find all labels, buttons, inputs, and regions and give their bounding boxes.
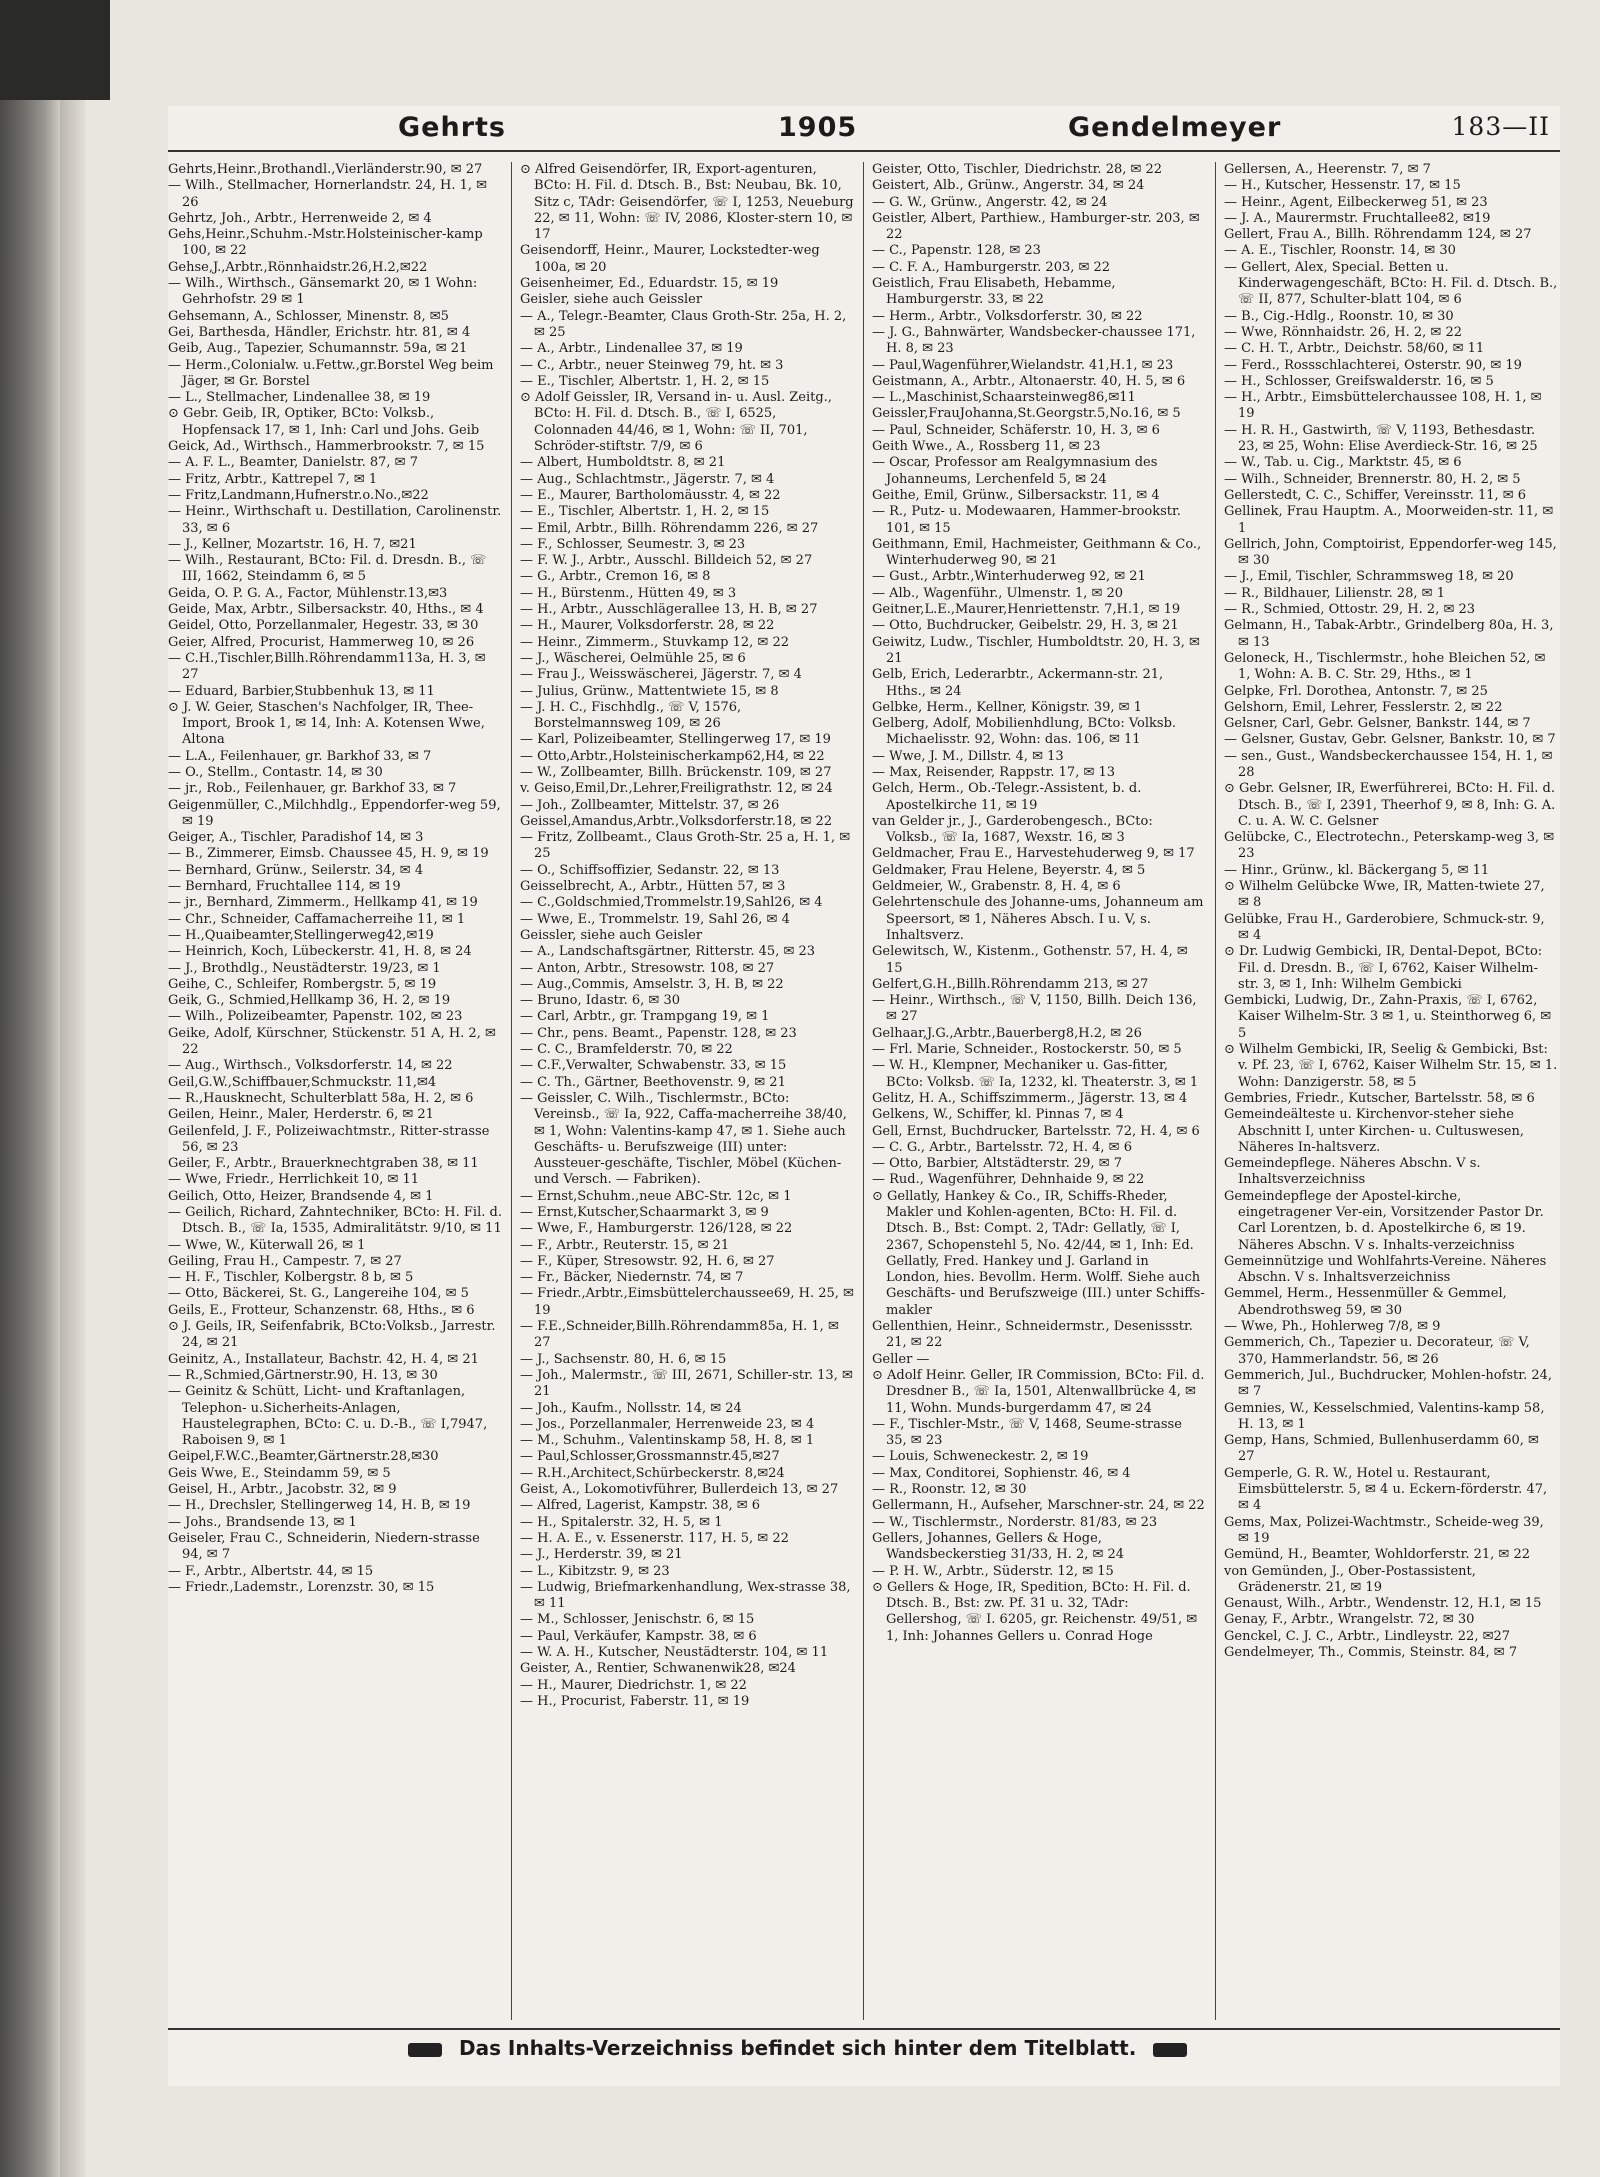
directory-entry: Geiling, Frau H., Campestr. 7, ✉ 27 — [168, 1253, 402, 1269]
directory-entry: Gelübcke, C., Electrotechn., Peterskamp-weg 3, ✉ 23 — [1224, 830, 1555, 862]
directory-entry: — Julius, Grünw., Mattentwiete 15, ✉ 8 — [520, 683, 779, 699]
directory-entry: Geithe, Emil, Grünw., Silbersackstr. 11, ✉ 4 — [872, 487, 1160, 503]
directory-entry: Geisenheimer, Ed., Eduardstr. 15, ✉ 19 — [520, 276, 779, 292]
directory-entry: — W., Zollbeamter, Billh. Brückenstr. 109, ✉ 27 — [520, 764, 832, 780]
directory-entry: Geilich, Otto, Heizer, Brandsende 4, ✉ 1 — [168, 1188, 434, 1204]
directory-entry: — Johs., Brandsende 13, ✉ 1 — [168, 1514, 357, 1530]
directory-entry: Gelhaar,J.G.,Arbtr.,Bauerberg8,H.2, ✉ 26 — [872, 1025, 1142, 1041]
directory-entry: — Friedr.,Arbtr.,Eimsbüttelerchaussee69, H. 25, ✉ 19 — [520, 1286, 854, 1318]
directory-entry: Gelch, Herm., Ob.-Telegr.-Assistent, b. d. Apostelkirche 11, ✉ 19 — [872, 781, 1142, 813]
header-year: 1905 — [778, 112, 858, 143]
directory-entry: Gemeindeälteste u. Kirchenvor-steher siehe Abschnitt I, unter Kirchen- u. Cultuswesen, Näheres In-haltsverz. — [1224, 1107, 1524, 1155]
directory-entry: Geithmann, Emil, Hachmeister, Geithmann & Co., Winterhuderweg 90, ✉ 21 — [872, 536, 1202, 569]
directory-entry: Geik, G., Schmied,Hellkamp 36, H. 2, ✉ 19 — [168, 993, 451, 1009]
directory-entry: — R.,Schmied,Gärtnerstr.90, H. 13, ✉ 30 — [168, 1367, 438, 1383]
directory-entry: Gellermann, H., Aufseher, Marschner-str. 24, ✉ 22 — [872, 1498, 1205, 1514]
directory-entry: — W. A. H., Kutscher, Neustädterstr. 104, ✉ 11 — [520, 1645, 829, 1661]
directory-entry: v. Geiso,Emil,Dr.,Lehrer,Freiligrathstr. 12, ✉ 24 — [520, 781, 833, 797]
directory-entry: — L.,Maschinist,Schaarsteinweg86,✉11 — [872, 390, 1136, 406]
column-1 — [168, 162, 502, 2020]
directory-entry: — Wilh., Wirthsch., Gänsemarkt 20, ✉ 1 Wohn: Gehrhofstr. 29 ✉ 1 — [168, 276, 478, 308]
directory-entry: Gemmerich, Ch., Tapezier u. Decorateur, ☏ V, 370, Hammerlandstr. 56, ✉ 26 — [1224, 1335, 1530, 1367]
directory-entry: Geipel,F.W.C.,Beamter,Gärtnerstr.28,✉30 — [168, 1449, 439, 1465]
directory-entry: — L., Stellmacher, Lindenallee 38, ✉ 19 — [168, 390, 431, 406]
directory-entry: — Carl, Arbtr., gr. Trampgang 19, ✉ 1 — [520, 1009, 770, 1025]
directory-entry: Gelshorn, Emil, Lehrer, Fesslerstr. 2, ✉ 22 — [1224, 699, 1503, 715]
column-2 — [520, 162, 854, 2020]
column-3 — [872, 162, 1206, 2020]
directory-entry: — Chr., Schneider, Caffamacherreihe 11, ✉ 1 — [168, 911, 466, 927]
directory-entry: — Friedr.,Lademstr., Lorenzstr. 30, ✉ 15 — [168, 1579, 435, 1595]
directory-entry: Geisendorff, Heinr., Maurer, Lockstedter-weg 100a, ✉ 20 — [520, 243, 820, 275]
header-first-name: Gehrts — [398, 112, 506, 143]
directory-entry: ⊙ J. W. Geier, Staschen's Nachfolger, IR, Thee-Import, Brook 1, ✉ 14, Inh: A. Kotensen Wwe, Altona — [168, 699, 485, 748]
directory-entry: Gellert, Frau A., Billh. Röhrendamm 124, ✉ 27 — [1224, 227, 1532, 243]
directory-entry: Geide, Max, Arbtr., Silbersackstr. 40, Hths., ✉ 4 — [168, 602, 484, 618]
directory-entry: — H., Schlosser, Greifswalderstr. 16, ✉ 5 — [1224, 373, 1494, 389]
directory-entry: — H. A. E., v. Essenerstr. 117, H. 5, ✉ 22 — [520, 1530, 789, 1546]
directory-entry: — Wwe, F., Hamburgerstr. 126/128, ✉ 22 — [520, 1221, 793, 1237]
directory-entry: — C. Th., Gärtner, Beethovenstr. 9, ✉ 21 — [520, 1074, 786, 1090]
directory-entry: Geick, Ad., Wirthsch., Hammerbrookstr. 7, ✉ 15 — [168, 439, 485, 455]
directory-entry: Gei, Barthesda, Händler, Erichstr. htr. 81, ✉ 4 — [168, 324, 471, 340]
directory-entry: — Emil, Arbtr., Billh. Röhrendamm 226, ✉ 27 — [520, 520, 819, 536]
directory-entry: Geloneck, H., Tischlermstr., hohe Bleichen 52, ✉ 1, Wohn: A. B. C. Str. 29, Hths., ✉ 1 — [1224, 650, 1546, 683]
directory-entry: Geidel, Otto, Porzellanmaler, Hegestr. 33, ✉ 30 — [168, 618, 479, 634]
directory-entry: Gell, Ernst, Buchdrucker, Bartelsstr. 72, H. 4, ✉ 6 — [872, 1123, 1200, 1139]
directory-entry: — J., Brothdlg., Neustädterstr. 19/23, ✉ 1 — [168, 960, 441, 976]
directory-entry: — Geinitz & Schütt, Licht- und Kraftanlagen, Telephon- u.Sicherheits-Anlagen, Haustelegraphen, BCto: C. u. D.-B., ☏ I,7947, Raboisen 9, ✉ 1 — [168, 1384, 488, 1449]
directory-entry: — H. F., Tischler, Kolbergstr. 8 b, ✉ 5 — [168, 1270, 414, 1286]
directory-entry: ⊙ Wilhelm Gembicki, IR, Seelig & Gembicki, Bst: v. Pf. 23, ☏ I, 6762, Kaiser Wilhelm Str. 15, ✉ 1. Wohn: Danzigerstr. 58, ✉ 5 — [1224, 1042, 1558, 1090]
directory-entry: Gelkens, W., Schiffer, kl. Pinnas 7, ✉ 4 — [872, 1107, 1124, 1123]
directory-entry: Geiger, A., Tischler, Paradishof 14, ✉ 3 — [168, 830, 424, 846]
directory-entry: — Chr., pens. Beamt., Papenstr. 128, ✉ 23 — [520, 1025, 797, 1041]
directory-entry: — Oscar, Professor am Realgymnasium des Johanneums, Lerchenfeld 5, ✉ 24 — [872, 455, 1158, 487]
directory-entry: — Wilh., Restaurant, BCto: Fil. d. Dresdn. B., ☏ III, 1662, Steindamm 6, ✉ 5 — [168, 553, 487, 585]
pointing-hand-icon — [1153, 2043, 1187, 2057]
directory-entry: — Fritz, Zollbeamt., Claus Groth-Str. 25 a, H. 1, ✉ 25 — [520, 830, 851, 862]
directory-entry: — Otto, Buchdrucker, Geibelstr. 29, H. 3, ✉ 21 — [872, 618, 1179, 634]
directory-entry: Geib, Aug., Tapezier, Schumannstr. 59a, ✉ 21 — [168, 341, 468, 357]
directory-entry: — Hinr., Grünw., kl. Bäckergang 5, ✉ 11 — [1224, 862, 1490, 878]
header-last-name: Gendelmeyer — [1068, 112, 1282, 143]
page-header — [168, 106, 1560, 152]
directory-entry: Gemp, Hans, Schmied, Bullenhuserdamm 60, ✉ 27 — [1224, 1433, 1539, 1465]
directory-entry: — Ernst,Kutscher,Schaarmarkt 3, ✉ 9 — [520, 1205, 769, 1220]
directory-entry: — Wwe, J. M., Dillstr. 4, ✉ 13 — [872, 748, 1064, 764]
directory-entry: — O., Schiffsoffizier, Sedanstr. 22, ✉ 13 — [520, 862, 780, 878]
directory-entry: — Louis, Schweneckestr. 2, ✉ 19 — [872, 1449, 1089, 1465]
directory-entry: ⊙ Gellatly, Hankey & Co., IR, Schiffs-Rheder, Makler und Kohlen-agenten, BCto: H. Fil. d. Dtsch. B., Bst: Compt. 2, TAdr: Gellatly, ☏ I, 2367, Schopenstehl 5, No. 42/44, ✉ 1, Inh: Ed. Gellatly, Fred. Hankey und J. Garland in London, hies. Bevollm. Herm. Wolff. Siehe auch Geschäfts- und Berufszweige (III.) unter Schiffs-makler — [872, 1188, 1205, 1318]
directory-entry: — Geilich, Richard, Zahntechniker, BCto: H. Fil. d. Dtsch. B., ☏ Ia, 1535, Admiralitätstr. 9/10, ✉ 11 — [168, 1205, 502, 1237]
directory-entry: — J. G., Bahnwärter, Wandsbecker-chaussee 171, H. 8, ✉ 23 — [872, 324, 1196, 357]
directory-entry: ⊙ Adolf Geissler, IR, Versand in- u. Ausl. Zeitg., BCto: H. Fil. d. Dtsch. B., ☏ I, 6525, Colonnaden 44/46, ✉ 1, Wohn: ☏ II, 701, Schröder-stiftstr. 7/9, ✉ 6 — [520, 390, 832, 455]
directory-entry: — C., Papenstr. 128, ✉ 23 — [872, 243, 1041, 259]
directory-entry: — J., Herderstr. 39, ✉ 21 — [520, 1547, 683, 1563]
directory-entry: ⊙ Gebr. Gelsner, IR, Ewerführerei, BCto: H. Fil. d. Dtsch. B., ☏ I, 2391, Theerhof 9, ✉ 8, Inh: G. A. C. u. A. W. C. Gelsner — [1224, 781, 1556, 829]
directory-entry: von Gemünden, J., Ober-Postassistent, Grädenerstr. 21, ✉ 19 — [1224, 1563, 1476, 1595]
directory-entry: Gelehrtenschule des Johanne-ums, Johanneum am Speersort, ✉ 1, Näheres Absch. I u. V, s. Inhaltsverz. — [872, 895, 1204, 943]
directory-entry: — Joh., Zollbeamter, Mittelstr. 37, ✉ 26 — [520, 797, 780, 813]
directory-entry: — A. E., Tischler, Roonstr. 14, ✉ 30 — [1224, 243, 1456, 259]
directory-entry: Geister, A., Rentier, Schwanenwik28, ✉24 — [520, 1661, 796, 1677]
directory-entry: — O., Stellm., Contastr. 14, ✉ 30 — [168, 764, 383, 780]
directory-entry: — Wwe, E., Trommelstr. 19, Sahl 26, ✉ 4 — [520, 911, 790, 927]
directory-entry: — Eduard, Barbier,Stubbenhuk 13, ✉ 11 — [168, 683, 435, 699]
directory-entry: — Otto,Arbtr.,Holsteinischerkamp62,H4, ✉ 22 — [520, 748, 825, 764]
directory-entry: Geistert, Alb., Grünw., Angerstr. 34, ✉ 24 — [872, 178, 1145, 194]
directory-entry: Geihe, C., Schleifer, Rombergstr. 5, ✉ 19 — [168, 976, 437, 992]
directory-entry: Genckel, C. J. C., Arbtr., Lindleystr. 22, ✉27 — [1224, 1628, 1511, 1644]
directory-entry: Geike, Adolf, Kürschner, Stückenstr. 51 A, H. 2, ✉ 22 — [168, 1025, 496, 1058]
directory-entry: — Gellert, Alex, Special. Betten u. Kinderwagengeschäft, BCto: H. Fil. d. Dtsch. B., ☏ II, 877, Schulter-blatt 104, ✉ 6 — [1224, 259, 1558, 308]
directory-entry: — Max, Conditorei, Sophienstr. 46, ✉ 4 — [872, 1465, 1131, 1481]
directory-entry: — jr., Rob., Feilenhauer, gr. Barkhof 33, ✉ 7 — [168, 781, 457, 797]
directory-entry: — Aug., Wirthsch., Volksdorferstr. 14, ✉ 22 — [168, 1058, 453, 1074]
directory-entry: — sen., Gust., Wandsbeckerchaussee 154, H. 1, ✉ 28 — [1224, 748, 1553, 780]
directory-entry: — Max, Reisender, Rappstr. 17, ✉ 13 — [872, 764, 1116, 780]
directory-entry: ⊙ Adolf Heinr. Geller, IR Commission, BCto: Fil. d. Dresdner B., ☏ Ia, 1501, Altenwallbrücke 4, ✉ 11, Wohn. Munds-burgerdamm 47, ✉ 24 — [872, 1367, 1205, 1416]
directory-entry: Geister, Otto, Tischler, Diedrichstr. 28, ✉ 22 — [872, 162, 1163, 177]
directory-entry: — Jos., Porzellanmaler, Herrenweide 23, ✉ 4 — [520, 1416, 815, 1432]
directory-entry: — L.A., Feilenhauer, gr. Barkhof 33, ✉ 7 — [168, 748, 432, 764]
directory-entry: Gelitz, H. A., Schiffszimmerm., Jägerstr. 13, ✉ 4 — [872, 1090, 1188, 1106]
directory-entry: Genaust, Wilh., Arbtr., Wendenstr. 12, H.1, ✉ 15 — [1224, 1596, 1542, 1612]
directory-entry: ⊙ Gebr. Geib, IR, Optiker, BCto: Volksb., Hopfensack 17, ✉ 1, Inh: Carl und Johs. Geib — [168, 406, 480, 438]
directory-entry: — Otto, Barbier, Altstädterstr. 29, ✉ 7 — [872, 1156, 1122, 1172]
directory-entry: Geis Wwe, E., Steindamm 59, ✉ 5 — [168, 1465, 391, 1481]
directory-entry: — F., Arbtr., Reuterstr. 15, ✉ 21 — [520, 1237, 730, 1253]
directory-entry: Geitner,L.E.,Maurer,Henriettenstr. 7,H.1, ✉ 19 — [872, 602, 1181, 618]
directory-entry: Geier, Alfred, Procurist, Hammerweg 10, ✉ 26 — [168, 634, 475, 650]
directory-entry: Geiler, F., Arbtr., Brauerknechtgraben 38, ✉ 11 — [168, 1156, 479, 1172]
directory-entry: — R.H.,Architect,Schürbeckerstr. 8,✉24 — [520, 1465, 785, 1481]
directory-entry: — Aug., Schlachtmstr., Jägerstr. 7, ✉ 4 — [520, 471, 775, 487]
column-4 — [1224, 162, 1558, 2020]
directory-entry: Geissel,Amandus,Arbtr.,Volksdorferstr.18, ✉ 22 — [520, 813, 833, 829]
directory-entry: Geistmann, A., Arbtr., Altonaerstr. 40, H. 5, ✉ 6 — [872, 373, 1186, 389]
directory-entry: Gemünd, H., Beamter, Wohldorferstr. 21, ✉ 22 — [1224, 1547, 1531, 1563]
directory-entry: Geldmeier, W., Grabenstr. 8, H. 4, ✉ 6 — [872, 879, 1121, 895]
directory-entry: Gemeinnützige und Wohlfahrts-Vereine. Näheres Abschn. V s. Inhaltsverzeichniss — [1224, 1253, 1547, 1286]
directory-entry: — F.E.,Schneider,Billh.Röhrendamm85a, H. 1, ✉ 27 — [520, 1319, 839, 1351]
directory-entry: — Bernhard, Fruchtallee 114, ✉ 19 — [168, 879, 401, 895]
directory-entry: Gehse,J.,Arbtr.,Rönnhaidstr.26,H.2,✉22 — [168, 259, 428, 275]
directory-entry: — F., Tischler-Mstr., ☏ V, 1468, Seume-strasse 35, ✉ 23 — [872, 1416, 1182, 1449]
directory-entry: — H., Procurist, Faberstr. 11, ✉ 19 — [520, 1693, 750, 1709]
directory-entry: — Wwe, Friedr., Herrlichkeit 10, ✉ 11 — [168, 1172, 420, 1188]
directory-entry: Geilen, Heinr., Maler, Herderstr. 6, ✉ 21 — [168, 1107, 434, 1123]
directory-entry: Gemmerich, Jul., Buchdrucker, Mohlen-hofstr. 24, ✉ 7 — [1224, 1367, 1553, 1400]
directory-entry: Gemeindepflege der Apostel-kirche, eingetragener Ver-ein, Vorsitzender Pastor Dr. Carl Lorentzen, b. d. Apostelkirche 6, ✉ 19. Näheres Abschn. V s. Inhalts-verzeichniss — [1224, 1188, 1544, 1253]
directory-entry: — Fritz,Landmann,Hufnerstr.o.No.,✉22 — [168, 487, 429, 503]
directory-entry: — Alb., Wagenführ., Ulmenstr. 1, ✉ 20 — [872, 585, 1124, 601]
directory-entry: — M., Schuhm., Valentinskamp 58, H. 8, ✉ 1 — [520, 1433, 815, 1449]
directory-entry: Geil,G.W.,Schiffbauer,Schmuckstr. 11,✉4 — [168, 1074, 437, 1090]
directory-entry: Gendelmeyer, Th., Commis, Steinstr. 84, ✉ 7 — [1224, 1645, 1518, 1661]
column-divider — [511, 162, 512, 2020]
directory-entry: — Paul,Schlosser,Grossmannstr.45,✉27 — [520, 1449, 780, 1465]
directory-entry: van Gelder jr., J., Garderobengesch., BCto: Volksb., ☏ Ia, 1687, Wexstr. 16, ✉ 3 — [872, 813, 1153, 846]
directory-entry: Gehs,Heinr.,Schuhm.-Mstr.Holsteinischer-kamp 100, ✉ 22 — [168, 227, 483, 259]
directory-entry: Geisselbrecht, A., Arbtr., Hütten 57, ✉ 3 — [520, 879, 786, 895]
directory-entry: Gellers, Johannes, Gellers & Hoge, Wandsbeckerstieg 31/33, H. 2, ✉ 24 — [872, 1530, 1125, 1563]
directory-entry: — Joh., Kaufm., Nollsstr. 14, ✉ 24 — [520, 1400, 742, 1416]
directory-entry: — Paul, Verkäufer, Kampstr. 38, ✉ 6 — [520, 1628, 757, 1644]
scan-corner-mark — [0, 0, 110, 100]
directory-entry: — H., Maurer, Volksdorferstr. 28, ✉ 22 — [520, 618, 775, 634]
directory-entry: — J., Sachsenstr. 80, H. 6, ✉ 15 — [520, 1351, 727, 1367]
directory-page — [168, 106, 1560, 2086]
entry-columns — [168, 162, 1560, 2020]
directory-entry: — Heinr., Zimmerm., Stuvkamp 12, ✉ 22 — [520, 634, 789, 650]
directory-entry: — R., Schmied, Ottostr. 29, H. 2, ✉ 23 — [1224, 602, 1476, 618]
directory-entry: — P. H. W., Arbtr., Süderstr. 12, ✉ 15 — [872, 1563, 1114, 1579]
directory-entry: — Fritz, Arbtr., Kattrepel 7, ✉ 1 — [168, 471, 378, 487]
directory-entry: Geinitz, A., Installateur, Bachstr. 42, H. 4, ✉ 21 — [168, 1351, 479, 1367]
directory-entry: — Frau J., Weisswäscherei, Jägerstr. 7, ✉ 4 — [520, 667, 802, 683]
directory-entry: — J., Wäscherei, Oelmühle 25, ✉ 6 — [520, 650, 746, 666]
directory-entry: — C.F.,Verwalter, Schwabenstr. 33, ✉ 15 — [520, 1058, 787, 1074]
directory-entry: Geisler, siehe auch Geissler — [520, 292, 703, 308]
directory-entry: — Albert, Humboldtstr. 8, ✉ 21 — [520, 455, 726, 471]
directory-entry: — J. H. C., Fischhdlg., ☏ V, 1576, Borstelmannsweg 109, ✉ 26 — [520, 699, 742, 732]
directory-entry: — jr., Bernhard, Zimmerm., Hellkamp 41, ✉ 19 — [168, 895, 478, 911]
directory-entry: Geiseler, Frau C., Schneiderin, Niedern-strasse 94, ✉ 7 — [168, 1530, 480, 1563]
directory-entry: — Paul,Wagenführer,Wielandstr. 41,H.1, ✉ 23 — [872, 357, 1174, 373]
directory-entry: — E., Tischler, Albertstr. 1, H. 2, ✉ 15 — [520, 373, 770, 389]
directory-entry: Gelberg, Adolf, Mobilienhdlung, BCto: Volksb. Michaelisstr. 92, Wohn: das. 106, ✉ 11 — [872, 716, 1177, 748]
directory-entry: — C.H.,Tischler,Billh.Röhrendamm113a, H. 3, ✉ 27 — [168, 650, 486, 683]
directory-entry: — C. H. T., Arbtr., Deichstr. 58/60, ✉ 11 — [1224, 341, 1485, 357]
directory-entry: — Alfred, Lagerist, Kampstr. 38, ✉ 6 — [520, 1498, 761, 1514]
directory-entry: — F. W. J., Arbtr., Ausschl. Billdeich 52, ✉ 27 — [520, 553, 813, 569]
directory-entry: — A., Telegr.-Beamter, Claus Groth-Str. 25a, H. 2, ✉ 25 — [520, 308, 847, 340]
directory-entry: Gelbke, Herm., Kellner, Königstr. 39, ✉ 1 — [872, 699, 1142, 715]
directory-entry: Gembries, Friedr., Kutscher, Bartelsstr. 58, ✉ 6 — [1224, 1090, 1535, 1106]
directory-entry: Gelübke, Frau H., Garderobiere, Schmuck-str. 9, ✉ 4 — [1224, 911, 1545, 943]
directory-entry: — R., Bildhauer, Lilienstr. 28, ✉ 1 — [1224, 585, 1445, 601]
directory-entry: — Karl, Polizeibeamter, Stellingerweg 17, ✉ 19 — [520, 732, 831, 748]
directory-entry: — F., Schlosser, Seumestr. 3, ✉ 23 — [520, 536, 746, 552]
directory-entry: Genay, F., Arbtr., Wrangelstr. 72, ✉ 30 — [1224, 1612, 1475, 1628]
directory-entry: — Gust., Arbtr.,Winterhuderweg 92, ✉ 21 — [872, 569, 1146, 585]
directory-entry: — W. H., Klempner, Mechaniker u. Gas-fitter, BCto: Volksb. ☏ Ia, 1232, kl. Theaterstr. 3, ✉ 1 — [872, 1058, 1199, 1090]
directory-entry: — R., Putz- u. Modewaaren, Hammer-brookstr. 101, ✉ 15 — [872, 504, 1181, 536]
directory-entry: — A. F. L., Beamter, Danielstr. 87, ✉ 7 — [168, 455, 418, 471]
directory-entry: — Ludwig, Briefmarkenhandlung, Wex-strasse 38, ✉ 11 — [520, 1579, 851, 1612]
directory-entry: — Wilh., Stellmacher, Hornerlandstr. 24, H. 1, ✉ 26 — [168, 178, 488, 210]
directory-entry: Geiwitz, Ludw., Tischler, Humboldtstr. 20, H. 3, ✉ 21 — [872, 634, 1200, 666]
directory-entry: — Paul, Schneider, Schäferstr. 10, H. 3, ✉ 6 — [872, 422, 1160, 438]
directory-entry: Geldmacher, Frau E., Harvestehuderweg 9, ✉ 17 — [872, 846, 1195, 862]
directory-entry: Gehsemann, A., Schlosser, Minenstr. 8, ✉5 — [168, 308, 449, 324]
directory-entry: — H., Bürstenm., Hütten 49, ✉ 3 — [520, 585, 737, 601]
directory-entry: — A., Landschaftsgärtner, Ritterstr. 45, ✉ 23 — [520, 944, 816, 960]
directory-entry: — H., Maurer, Diedrichstr. 1, ✉ 22 — [520, 1677, 747, 1693]
directory-entry: — B., Zimmerer, Eimsb. Chaussee 45, H. 9, ✉ 19 — [168, 846, 489, 862]
directory-entry: Gembicki, Ludwig, Dr., Zahn-Praxis, ☏ I, 6762, Kaiser Wilhelm-Str. 3 ✉ 1, u. Steinthorweg 6, ✉ 5 — [1224, 993, 1552, 1041]
directory-entry: Geller — — [872, 1351, 930, 1367]
directory-entry: Geigenmüller, C.,Milchhdlg., Eppendorfer-weg 59, ✉ 19 — [168, 797, 501, 829]
directory-entry: — Fr., Bäcker, Niedernstr. 74, ✉ 7 — [520, 1270, 744, 1286]
directory-entry: — Wwe, Ph., Hohlerweg 7/8, ✉ 9 — [1224, 1319, 1441, 1335]
directory-entry: Gemeindepflege. Näheres Abschn. V s. Inhaltsverzeichniss — [1224, 1156, 1481, 1188]
directory-entry: Gelpke, Frl. Dorothea, Antonstr. 7, ✉ 25 — [1224, 683, 1488, 699]
directory-entry: — W., Tab. u. Cig., Marktstr. 45, ✉ 6 — [1224, 455, 1462, 471]
directory-entry: — Otto, Bäckerei, St. G., Langereihe 104, ✉ 5 — [168, 1286, 469, 1302]
directory-entry: — H., Arbtr., Ausschlägerallee 13, H. B, ✉ 27 — [520, 602, 818, 618]
directory-entry: Gehrtz, Joh., Arbtr., Herrenweide 2, ✉ 4 — [168, 210, 432, 226]
directory-entry: Geith Wwe., A., Rossberg 11, ✉ 23 — [872, 439, 1101, 455]
column-divider — [1215, 162, 1216, 2020]
directory-entry: — J. A., Maurermstr. Fruchtallee82, ✉19 — [1224, 210, 1491, 226]
page-number: 183—II — [1451, 112, 1550, 141]
directory-entry: Geissler, siehe auch Geisler — [520, 927, 703, 943]
directory-entry: Gelb, Erich, Lederarbtr., Ackermann-str. 21, Hths., ✉ 24 — [872, 667, 1164, 699]
directory-entry: — B., Cig.-Hdlg., Roonstr. 10, ✉ 30 — [1224, 308, 1454, 324]
directory-entry: — C. F. A., Hamburgerstr. 203, ✉ 22 — [872, 259, 1111, 275]
directory-entry: — G. W., Grünw., Angerstr. 42, ✉ 24 — [872, 194, 1108, 210]
directory-entry: — Gelsner, Gustav, Gebr. Gelsner, Bankstr. 10, ✉ 7 — [1224, 732, 1556, 748]
directory-entry: Gellrich, John, Comptoirist, Eppendorfer-weg 145, ✉ 30 — [1224, 536, 1557, 569]
directory-entry: — F., Küper, Stresowstr. 92, H. 6, ✉ 27 — [520, 1253, 775, 1269]
directory-entry: ⊙ Dr. Ludwig Gembicki, IR, Dental-Depot, BCto: Fil. d. Dresdn. B., ☏ I, 6762, Kaiser Wilhelm-str. 3, ✉ 1, Inh: Wilhelm Gembicki — [1224, 944, 1543, 992]
directory-entry: Gellersen, A., Heerenstr. 7, ✉ 7 — [1224, 162, 1431, 177]
directory-entry: — Bruno, Idastr. 6, ✉ 30 — [520, 993, 680, 1009]
directory-entry: Gellerstedt, C. C., Schiffer, Vereinsstr. 11, ✉ 6 — [1224, 487, 1527, 503]
directory-entry: — J., Kellner, Mozartstr. 16, H. 7, ✉21 — [168, 536, 417, 552]
directory-entry: — H. R. H., Gastwirth, ☏ V, 1193, Bethesdastr. 23, ✉ 25, Wohn: Elise Averdieck-Str. 16, ✉ 25 — [1224, 422, 1538, 455]
directory-entry: — Bernhard, Grünw., Seilerstr. 34, ✉ 4 — [168, 862, 424, 878]
directory-entry: — Aug.,Commis, Amselstr. 3, H. B, ✉ 22 — [520, 976, 784, 992]
directory-entry: — W., Tischlermstr., Norderstr. 81/83, ✉ 23 — [872, 1514, 1158, 1530]
directory-entry: Geldmaker, Frau Helene, Beyerstr. 4, ✉ 5 — [872, 862, 1146, 878]
directory-entry: Gemperle, G. R. W., Hotel u. Restaurant, Eimsbüttelerstr. 5, ✉ 4 u. Eckern-förderstr. 47, ✉ 4 — [1224, 1465, 1548, 1514]
footer-notice-row — [398, 2036, 1197, 2060]
directory-entry: Gemnies, W., Kesselschmied, Valentins-kamp 58, H. 13, ✉ 1 — [1224, 1400, 1545, 1432]
directory-entry: — R., Roonstr. 12, ✉ 30 — [872, 1482, 1027, 1498]
directory-entry: — Geissler, C. Wilh., Tischlermstr., BCto: Vereinsb., ☏ Ia, 922, Caffa-macherreihe 38/40, ✉ 1, Wohn: Valentins-kamp 47, ✉ 1. Siehe auch Geschäfts- u. Berufszweige (III) unter: Aussteuer-geschäfte, Tischler, Möbel (Küchen- und Versch. — Fabriken). — [520, 1090, 847, 1188]
column-divider — [863, 162, 864, 2020]
directory-entry: Geistlich, Frau Elisabeth, Hebamme, Hamburgerstr. 33, ✉ 22 — [872, 276, 1116, 308]
directory-entry: — Wwe, Rönnhaidstr. 26, H. 2, ✉ 22 — [1224, 324, 1462, 340]
directory-entry: Geilenfeld, J. F., Polizeiwachtmstr., Ritter-strasse 56, ✉ 23 — [168, 1123, 490, 1155]
directory-entry: — Wilh., Polizeibeamter, Papenstr. 102, ✉ 23 — [168, 1009, 463, 1025]
directory-entry: — C. C., Bramfelderstr. 70, ✉ 22 — [520, 1042, 733, 1058]
directory-entry: — Herm.,Colonialw. u.Fettw.,gr.Borstel Weg beim Jäger, ✉ Gr. Borstel — [168, 357, 494, 389]
directory-entry: ⊙ Gellers & Hoge, IR, Spedition, BCto: H. Fil. d. Dtsch. B., Bst: zw. Pf. 31 u. 32, TAdr: Gellershog, ☏ I. 6205, gr. Reichenstr. 49/51, ✉ 1, Inh: Johannes Gellers u. Conrad Hoge — [872, 1579, 1198, 1644]
directory-entry: ⊙ Wilhelm Gelübcke Wwe, IR, Matten-twiete 27, ✉ 8 — [1224, 879, 1545, 911]
pointing-hand-icon — [408, 2043, 442, 2057]
directory-entry: — J., Emil, Tischler, Schrammsweg 18, ✉ 20 — [1224, 569, 1514, 585]
directory-entry: — H., Kutscher, Hessenstr. 17, ✉ 15 — [1224, 178, 1461, 194]
directory-entry: — A., Arbtr., Lindenallee 37, ✉ 19 — [520, 341, 743, 357]
directory-entry: — Joh., Malermstr., ☏ III, 2671, Schiller-str. 13, ✉ 21 — [520, 1367, 853, 1400]
directory-entry: — C., Arbtr., neuer Steinweg 79, ht. ✉ 3 — [520, 357, 784, 373]
directory-entry: — E., Maurer, Bartholomäusstr. 4, ✉ 22 — [520, 487, 781, 503]
directory-entry: Gelewitsch, W., Kistenm., Gothenstr. 57, H. 4, ✉ 15 — [872, 944, 1188, 976]
directory-entry: ⊙ Alfred Geisendörfer, IR, Export-agenturen, BCto: H. Fil. d. Dtsch. B., Bst: Neubau, Bk. 10, Sitz c, TAdr: Geisendörfer, ☏ I, 1253, Neueburg 22, ✉ 11, Wohn: ☏ IV, 2086, Kloster-stern 10, ✉ 17 — [520, 162, 854, 243]
directory-entry: — H., Arbtr., Eimsbüttelerchaussee 108, H. 1, ✉ 19 — [1224, 390, 1542, 422]
directory-entry: — Heinrich, Koch, Lübeckerstr. 41, H. 8, ✉ 24 — [168, 944, 472, 960]
directory-entry: — Heinr., Agent, Eilbeckerweg 51, ✉ 23 — [1224, 194, 1488, 210]
book-binding — [0, 0, 60, 2177]
directory-entry: — M., Schlosser, Jenischstr. 6, ✉ 15 — [520, 1612, 755, 1628]
directory-entry: — G., Arbtr., Cremon 16, ✉ 8 — [520, 569, 711, 585]
directory-entry: — F., Arbtr., Albertstr. 44, ✉ 15 — [168, 1563, 374, 1579]
directory-entry: Gelsner, Carl, Gebr. Gelsner, Bankstr. 144, ✉ 7 — [1224, 716, 1531, 732]
directory-entry: Geida, O. P. G. A., Factor, Mühlenstr.13,✉3 — [168, 585, 448, 601]
directory-entry: — H.,Quaibeamter,Stellingerweg42,✉19 — [168, 927, 434, 943]
directory-entry: — Ferd., Rossschlachterei, Osterstr. 90, ✉ 19 — [1224, 357, 1522, 373]
directory-entry: — C.,Goldschmied,Trommelstr.19,Sahl26, ✉ 4 — [520, 895, 823, 911]
directory-entry: — Herm., Arbtr., Volksdorferstr. 30, ✉ 22 — [872, 308, 1143, 324]
directory-entry: Gellenthien, Heinr., Schneidermstr., Desenissstr. 21, ✉ 22 — [872, 1319, 1193, 1351]
footer-notice: Das Inhalts-Verzeichniss befindet sich hinter dem Titelblatt. — [458, 2036, 1137, 2060]
directory-entry: Gems, Max, Polizei-Wachtmstr., Scheide-weg 39, ✉ 19 — [1224, 1514, 1544, 1546]
directory-entry: ⊙ J. Geils, IR, Seifenfabrik, BCto:Volksb., Jarrestr. 24, ✉ 21 — [168, 1319, 496, 1351]
directory-entry: Geils, E., Frotteur, Schanzenstr. 68, Hths., ✉ 6 — [168, 1302, 475, 1318]
directory-entry: Gelmann, H., Tabak-Arbtr., Grindelberg 80a, H. 3, ✉ 13 — [1224, 618, 1554, 650]
directory-entry: — Rud., Wagenführer, Dehnhaide 9, ✉ 22 — [872, 1172, 1145, 1188]
directory-entry: Gellinek, Frau Hauptm. A., Moorweiden-str. 11, ✉ 1 — [1224, 504, 1554, 536]
directory-entry: — R.,Hausknecht, Schulterblatt 58a, H. 2, ✉ 6 — [168, 1090, 474, 1106]
directory-entry: Geissler,FrauJohanna,St.Georgstr.5,No.16, ✉ 5 — [872, 406, 1181, 422]
directory-entry: Gelfert,G.H.,Billh.Röhrendamm 213, ✉ 27 — [872, 976, 1149, 992]
directory-entry: — C. G., Arbtr., Bartelsstr. 72, H. 4, ✉ 6 — [872, 1139, 1132, 1155]
directory-entry: — E., Tischler, Albertstr. 1, H. 2, ✉ 15 — [520, 504, 770, 520]
directory-entry: Gehrts,Heinr.,Brothandl.,Vierländerstr.90, ✉ 27 — [168, 162, 483, 177]
directory-entry: — Ernst,Schuhm.,neue ABC-Str. 12c, ✉ 1 — [520, 1188, 792, 1204]
page-footer — [168, 2028, 1560, 2070]
directory-entry: — Anton, Arbtr., Stresowstr. 108, ✉ 27 — [520, 960, 775, 976]
directory-entry: Geisel, H., Arbtr., Jacobstr. 32, ✉ 9 — [168, 1482, 397, 1498]
directory-entry: Geistler, Albert, Parthiew., Hamburger-str. 203, ✉ 22 — [872, 210, 1200, 243]
directory-entry: — L., Kibitzstr. 9, ✉ 23 — [520, 1563, 670, 1579]
directory-entry: — Heinr., Wirthsch., ☏ V, 1150, Billh. Deich 136, ✉ 27 — [872, 993, 1197, 1025]
directory-entry: Geist, A., Lokomotivführer, Bullerdeich 13, ✉ 27 — [520, 1482, 839, 1498]
directory-entry: Gemmel, Herm., Hessenmüller & Gemmel, Abendrothsweg 59, ✉ 30 — [1224, 1286, 1507, 1318]
directory-entry: — Frl. Marie, Schneider., Rostockerstr. 50, ✉ 5 — [872, 1042, 1182, 1058]
directory-entry: — H., Drechsler, Stellingerweg 14, H. B, ✉ 19 — [168, 1498, 471, 1514]
directory-entry: — Wilh., Schneider, Brennerstr. 80, H. 2, ✉ 5 — [1224, 471, 1521, 487]
directory-entry: — Heinr., Wirthschaft u. Destillation, Carolinenstr. 33, ✉ 6 — [168, 504, 502, 536]
binding-edge — [60, 0, 86, 2177]
directory-entry: — Wwe, W., Küterwall 26, ✉ 1 — [168, 1237, 366, 1253]
directory-entry: — H., Spitalerstr. 32, H. 5, ✉ 1 — [520, 1514, 723, 1530]
